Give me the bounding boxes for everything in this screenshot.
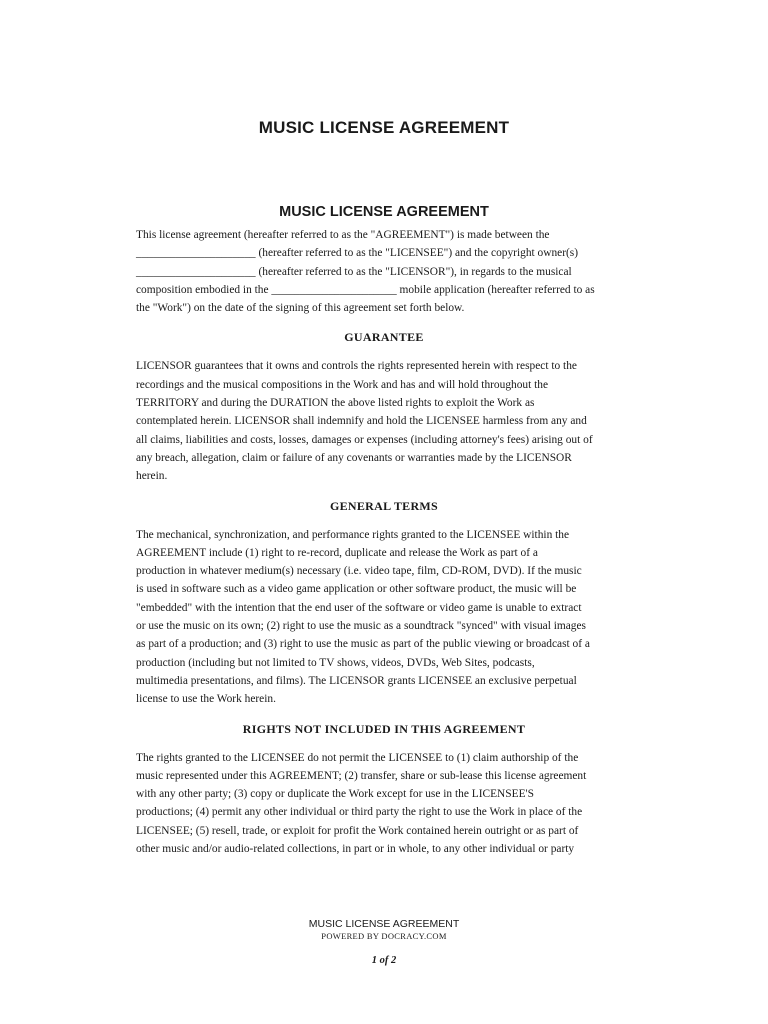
paragraph-line: production in whatever medium(s) necessary (i.e. video tape, film, CD-ROM, DVD). If the music [136,565,582,578]
intro-line: _____________________ (hereafter referred to as the "LICENSEE") and the copyright owner(s) [136,247,579,260]
paragraph-line: recordings and the musical compositions in the Work and has and will hold throughout the [136,378,549,391]
paragraph-line: with any other party; (3) copy or duplicate the Work except for use in the LICENSEE'S [136,788,534,801]
footer-powered-by: POWERED BY DOCRACY.COM [321,931,447,941]
document-title: MUSIC LICENSE AGREEMENT [258,118,510,137]
paragraph-line: as part of a production; and (3) right to use the music as part of the public viewing or broadcast of a [136,638,590,651]
paragraph-line: is used in software such as a video game application or other software product, the music will be [136,583,577,596]
document-body [136,202,632,858]
paragraph-line: contemplated herein. LICENSOR shall indemnify and hold the LICENSEE harmless from any and [136,415,587,428]
paragraph-line: production (including but not limited to TV shows, videos, DVDs, Web Sites, podcasts, [136,656,535,669]
paragraph-line: herein. [136,470,168,483]
intro-line: _____________________ (hereafter referred to as the "LICENSOR"), in regards to the musical [136,265,572,278]
intro-line: This license agreement (hereafter referred to as the "AGREEMENT") is made between the [136,229,550,241]
paragraph-line: AGREEMENT include (1) right to re-record, duplicate and release the Work as part of a [136,546,538,559]
page-number: 1 of 2 [371,955,397,966]
footer-title: MUSIC LICENSE AGREEMENT [308,918,460,930]
paragraph-line: TERRITORY and during the DURATION the above listed rights to exploit the Work as [136,397,535,410]
section-heading-general-terms: GENERAL TERMS [329,498,439,513]
paragraph-line: all claims, liabilities and costs, losses, damages or expenses (including attorney's fees) arising out of [136,433,593,446]
intro-line: the "Work") on the date of the signing of this agreement set forth below. [136,302,465,315]
general-terms-paragraph [136,526,632,709]
paragraph-line: The mechanical, synchronization, and performance rights granted to the LICENSEE within the [136,528,570,541]
section-heading-guarantee: GUARANTEE [344,330,424,345]
intro-paragraph [136,226,632,317]
paragraph-line: music represented under this AGREEMENT; (2) transfer, share or sub-lease this license agreement [136,769,587,782]
intro-line: composition embodied in the ______________________ mobile application (hereafter referred to as [136,283,595,296]
paragraph-line: "embedded" with the intention that the end user of the software or video game is unable to extract [136,601,582,614]
paragraph-line: The rights granted to the LICENSEE do not permit the LICENSEE to (1) claim authorship of the [136,751,579,764]
agreement-heading: MUSIC LICENSE AGREEMENT [279,204,489,220]
paragraph-line: LICENSOR guarantees that it owns and controls the rights represented herein with respect to the [136,360,577,373]
paragraph-line: multimedia presentations, and films). The LICENSOR grants LICENSEE an exclusive perpetual [136,674,577,687]
paragraph-line: productions; (4) permit any other individual or third party the right to use the Work in place of the [136,806,583,819]
paragraph-line: or use the music on its own; (2) right to use the music as a soundtrack "synced" with visual images [136,620,586,633]
rights-not-included-paragraph [136,749,632,859]
section-heading-rights-not-included: RIGHTS NOT INCLUDED IN THIS AGREEMENT [242,721,526,736]
paragraph-line: LICENSEE; (5) resell, trade, or exploit for profit the Work contained herein outright or as part of [136,824,579,837]
paragraph-line: license to use the Work herein. [136,693,276,706]
guarantee-paragraph [136,357,632,485]
paragraph-line: any breach, allegation, claim or failure of any covenants or warranties made by the LICENSOR [136,451,572,464]
paragraph-line: other music and/or audio-related collections, in part or in whole, to any other individual or party [136,843,575,856]
